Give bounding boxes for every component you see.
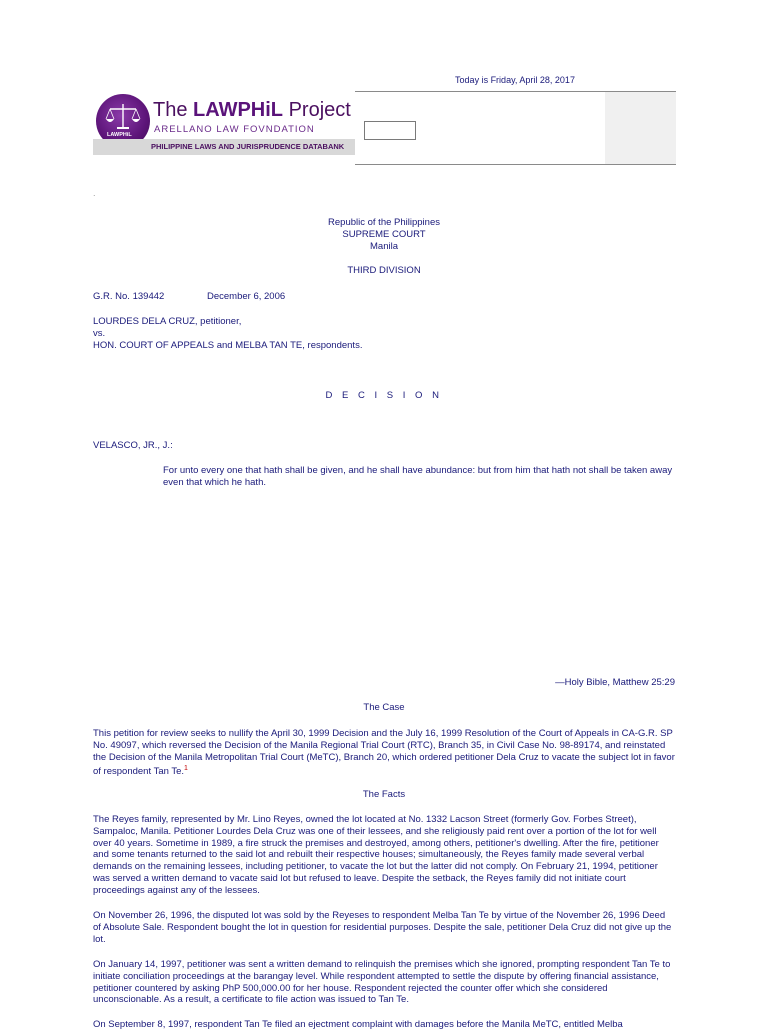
- case-date: December 6, 2006: [207, 291, 286, 302]
- gr-number: G.R. No. 139442: [93, 291, 165, 302]
- facts-paragraph-2: On November 26, 1996, the disputed lot was sold by the Reyeses to respondent Melba Tan Te by virtue of the November 26, 1996 Deed of Absolute Sale. Respondent bought the lot in question for residential purposes. Despite the sale, petitioner Dela Cruz did not give up the lot.: [93, 910, 672, 945]
- facts-paragraph-4: On September 8, 1997, respondent Tan Te filed an ejectment complaint with damages before the Manila MeTC, entitled Melba: [93, 1019, 623, 1030]
- case-paragraph: This petition for review seeks to nullify the April 30, 1999 Decision and the July 16, 1999 Resolution of the Court of Appeals in CA-G.R. SP No. 49097, which reversed the Decision of the Manila Regional Trial Court (RTC), Branch 35, in Civil Case No. 98-89174, and reinstated the Decision of the Manila Metropolitan Trial Court (MeTC), Branch 20, which ordered petitioner Dela Cruz to vacate the subject lot in favor of respondent Tan Te.$^1$: [93, 728, 675, 778]
- facts-paragraph-1: The Reyes family, represented by Mr. Lino Reyes, owned the lot located at No. 1332 Lacson Street (formerly Gov. Forbes Street), Sampaloc, Manila. Petitioner Lourdes Dela Cruz was one of their lessees, and she religiously paid rent over a portion of the lot for well over 40 years. Sometime in 1989, a fire struck the premises and destroyed, among others, petitioner's dwelling. After the fire, petitioner and some tenants returned to the said lot and rebuilt their respective houses; simultaneously, the Reyes family made several verbal demands on the remaining lessees, including petitioner, to vacate the lot but the latter did not comply. On February 21, 1994, petitioner was served a written demand to vacate said lot but refused to leave. Despite the setback, the Reyes family did not initiate court proceedings against any of the lessees.: [93, 814, 659, 896]
- division: THIRD DIVISION: [347, 265, 421, 276]
- facts-heading: The Facts: [362, 789, 406, 800]
- court-heading: [200, 217, 568, 252]
- logo-circle-label: LAWPHiL: [107, 132, 132, 138]
- case-parties: [93, 316, 675, 351]
- ponente: VELASCO, JR., J.:: [93, 440, 173, 451]
- versus: vs.: [93, 327, 106, 339]
- court-city: Manila: [370, 240, 398, 252]
- header-divider-bottom: [355, 164, 676, 165]
- republic-line: Republic of the Philippines: [328, 217, 440, 228]
- lawphil-logo[interactable]: [93, 93, 355, 155]
- separator-dot: .: [93, 188, 96, 198]
- decision-heading: D E C I S I O N: [325, 390, 443, 401]
- search-input[interactable]: [364, 121, 416, 140]
- court-name: SUPREME COURT: [342, 228, 426, 240]
- date-line: Today is Friday, April 28, 2017: [455, 75, 575, 85]
- logo-title: The LAWPHiL Project: [153, 99, 351, 121]
- petitioner: LOURDES DELA CRUZ, petitioner,: [93, 316, 242, 327]
- respondents: HON. COURT OF APPEALS and MELBA TAN TE, respondents.: [93, 339, 363, 351]
- header-side-panel: [605, 92, 676, 164]
- logo-band-text: PHILIPPINE LAWS AND JURISPRUDENCE DATABANK: [151, 142, 345, 151]
- case-heading: The Case: [363, 702, 405, 713]
- epigraph-text: For unto every one that hath shall be given, and he shall have abundance: but from him that hath not shall be taken away even that which he hath.: [163, 465, 673, 488]
- logo-subtitle: ARELLANO LAW FOVNDATION: [154, 124, 315, 135]
- epigraph-source: —Holy Bible, Matthew 25:29: [555, 677, 675, 688]
- footnote-link[interactable]: 1: [184, 765, 188, 773]
- facts-paragraph-3: On January 14, 1997, petitioner was sent a written demand to relinquish the premises which she ignored, prompting respondent Tan Te to initiate conciliation proceedings at the barangay level. While respondent attempted to settle the dispute by offering financial assistance, petitioner countered by asking PhP 500,000.00 for her house. Respondent rejected the counter offer which she considered unconscionable. As a result, a certificate to file action was issued to Tan Te.: [93, 959, 671, 1006]
